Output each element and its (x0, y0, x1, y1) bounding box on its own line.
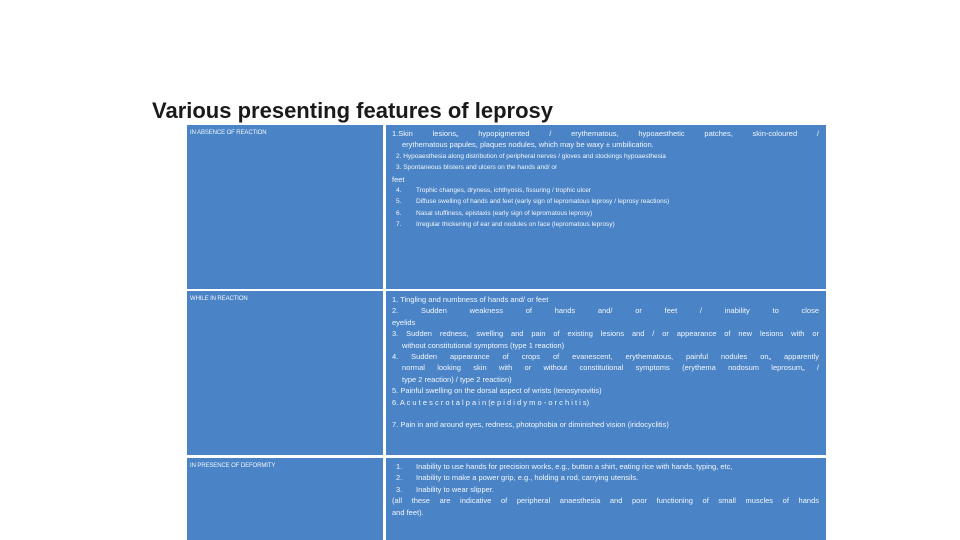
row-heading-cell (187, 291, 383, 455)
list-item: 5. Painful swelling on the dorsal aspect of wrists (tenosynovitis) (392, 386, 602, 396)
row-content-cell (386, 458, 826, 540)
row-content-cell (386, 125, 826, 289)
list-item: type 2 reaction) / type 2 reaction) (402, 374, 512, 384)
list-item: 7. Pain in and around eyes, redness, photophobia or diminished vision (iridocyclitis) (392, 420, 669, 430)
list-item: 4. Sudden appearance of crops of evanescent, erythematous, painful nodules on„ apparently (392, 352, 819, 362)
row-heading-cell (187, 125, 383, 289)
row-heading: IN ABSENCE OF REACTION (190, 130, 267, 136)
list-item: 2. Hypoaesthesia along distribution of peripheral nerves / gloves and stockings hypoaesthesia (396, 152, 666, 160)
list-item: 1.Skin lesions„ hypopigmented / erythematous, hypoaesthetic patches, skin-coloured / (392, 129, 819, 138)
list-item: Inability to make a power grip, e.g., holding a rod, carrying utensils. (416, 473, 639, 483)
list-item: without constitutional symptoms (type 1 reaction) (402, 340, 565, 350)
list-item: 6. A c u t e s c r o t a l p a i n (e p i d i d y m o - o r c h i t i s) (392, 397, 590, 407)
list-number: 4. (396, 187, 402, 195)
row-heading: IN PRESENCE OF DEFORMITY (190, 463, 276, 469)
list-number: 3. (396, 484, 403, 494)
list-item: 3. Spontaneous blisters and ulcers on the hands and/ or (396, 164, 558, 172)
list-item: (all these are indicative of peripheral anaesthesia and poor functioning of small muscles of hands (392, 496, 819, 506)
list-item: feet (392, 174, 405, 184)
list-item: Inability to use hands for precision works, e.g., button a shirt, eating rice with hands, typing, etc, (416, 462, 733, 471)
list-item: Irregular thickening of ear and nodules on face (lepromatous leprosy) (416, 221, 615, 229)
list-item: erythematous papules, plaques nodules, which may be waxy ± umbilication. (402, 140, 654, 150)
list-number: 1. (396, 462, 403, 471)
list-item: 2. Sudden weakness of hands and/ or feet / inability to close (392, 306, 819, 316)
list-item: Diffuse swelling of hands and feet (early sign of lepromatous leprosy / leprosy reactions) (416, 198, 670, 206)
list-item: 3. Sudden redness, swelling and pain of existing lesions and / or appearance of new lesions with or (392, 329, 819, 339)
list-number: 2. (396, 473, 403, 483)
row-heading-cell (187, 458, 383, 540)
list-number: 6. (396, 209, 402, 217)
list-item: Trophic changes, dryness, ichthyosis, fissuring / trophic ulcer (416, 187, 591, 195)
list-number: 5. (396, 198, 402, 206)
list-item: Inability to wear slipper. (416, 484, 494, 494)
list-item: and feet). (392, 507, 424, 517)
list-item: normal looking skin with or without constitutional symptoms (erythema nodosum leprosum„ / (402, 363, 819, 373)
slide-title: Various presenting features of leprosy (152, 98, 554, 123)
list-item: eyelids (392, 317, 416, 327)
list-item: Nasal stuffiness, epistaxis (early sign of lepromatous leprosy) (416, 209, 593, 217)
row-content-cell (386, 291, 826, 455)
list-number: 7. (396, 221, 402, 229)
row-heading: WHILE IN REACTION (190, 296, 248, 302)
list-item: 1. Tingling and numbness of hands and/ or feet (392, 295, 549, 304)
